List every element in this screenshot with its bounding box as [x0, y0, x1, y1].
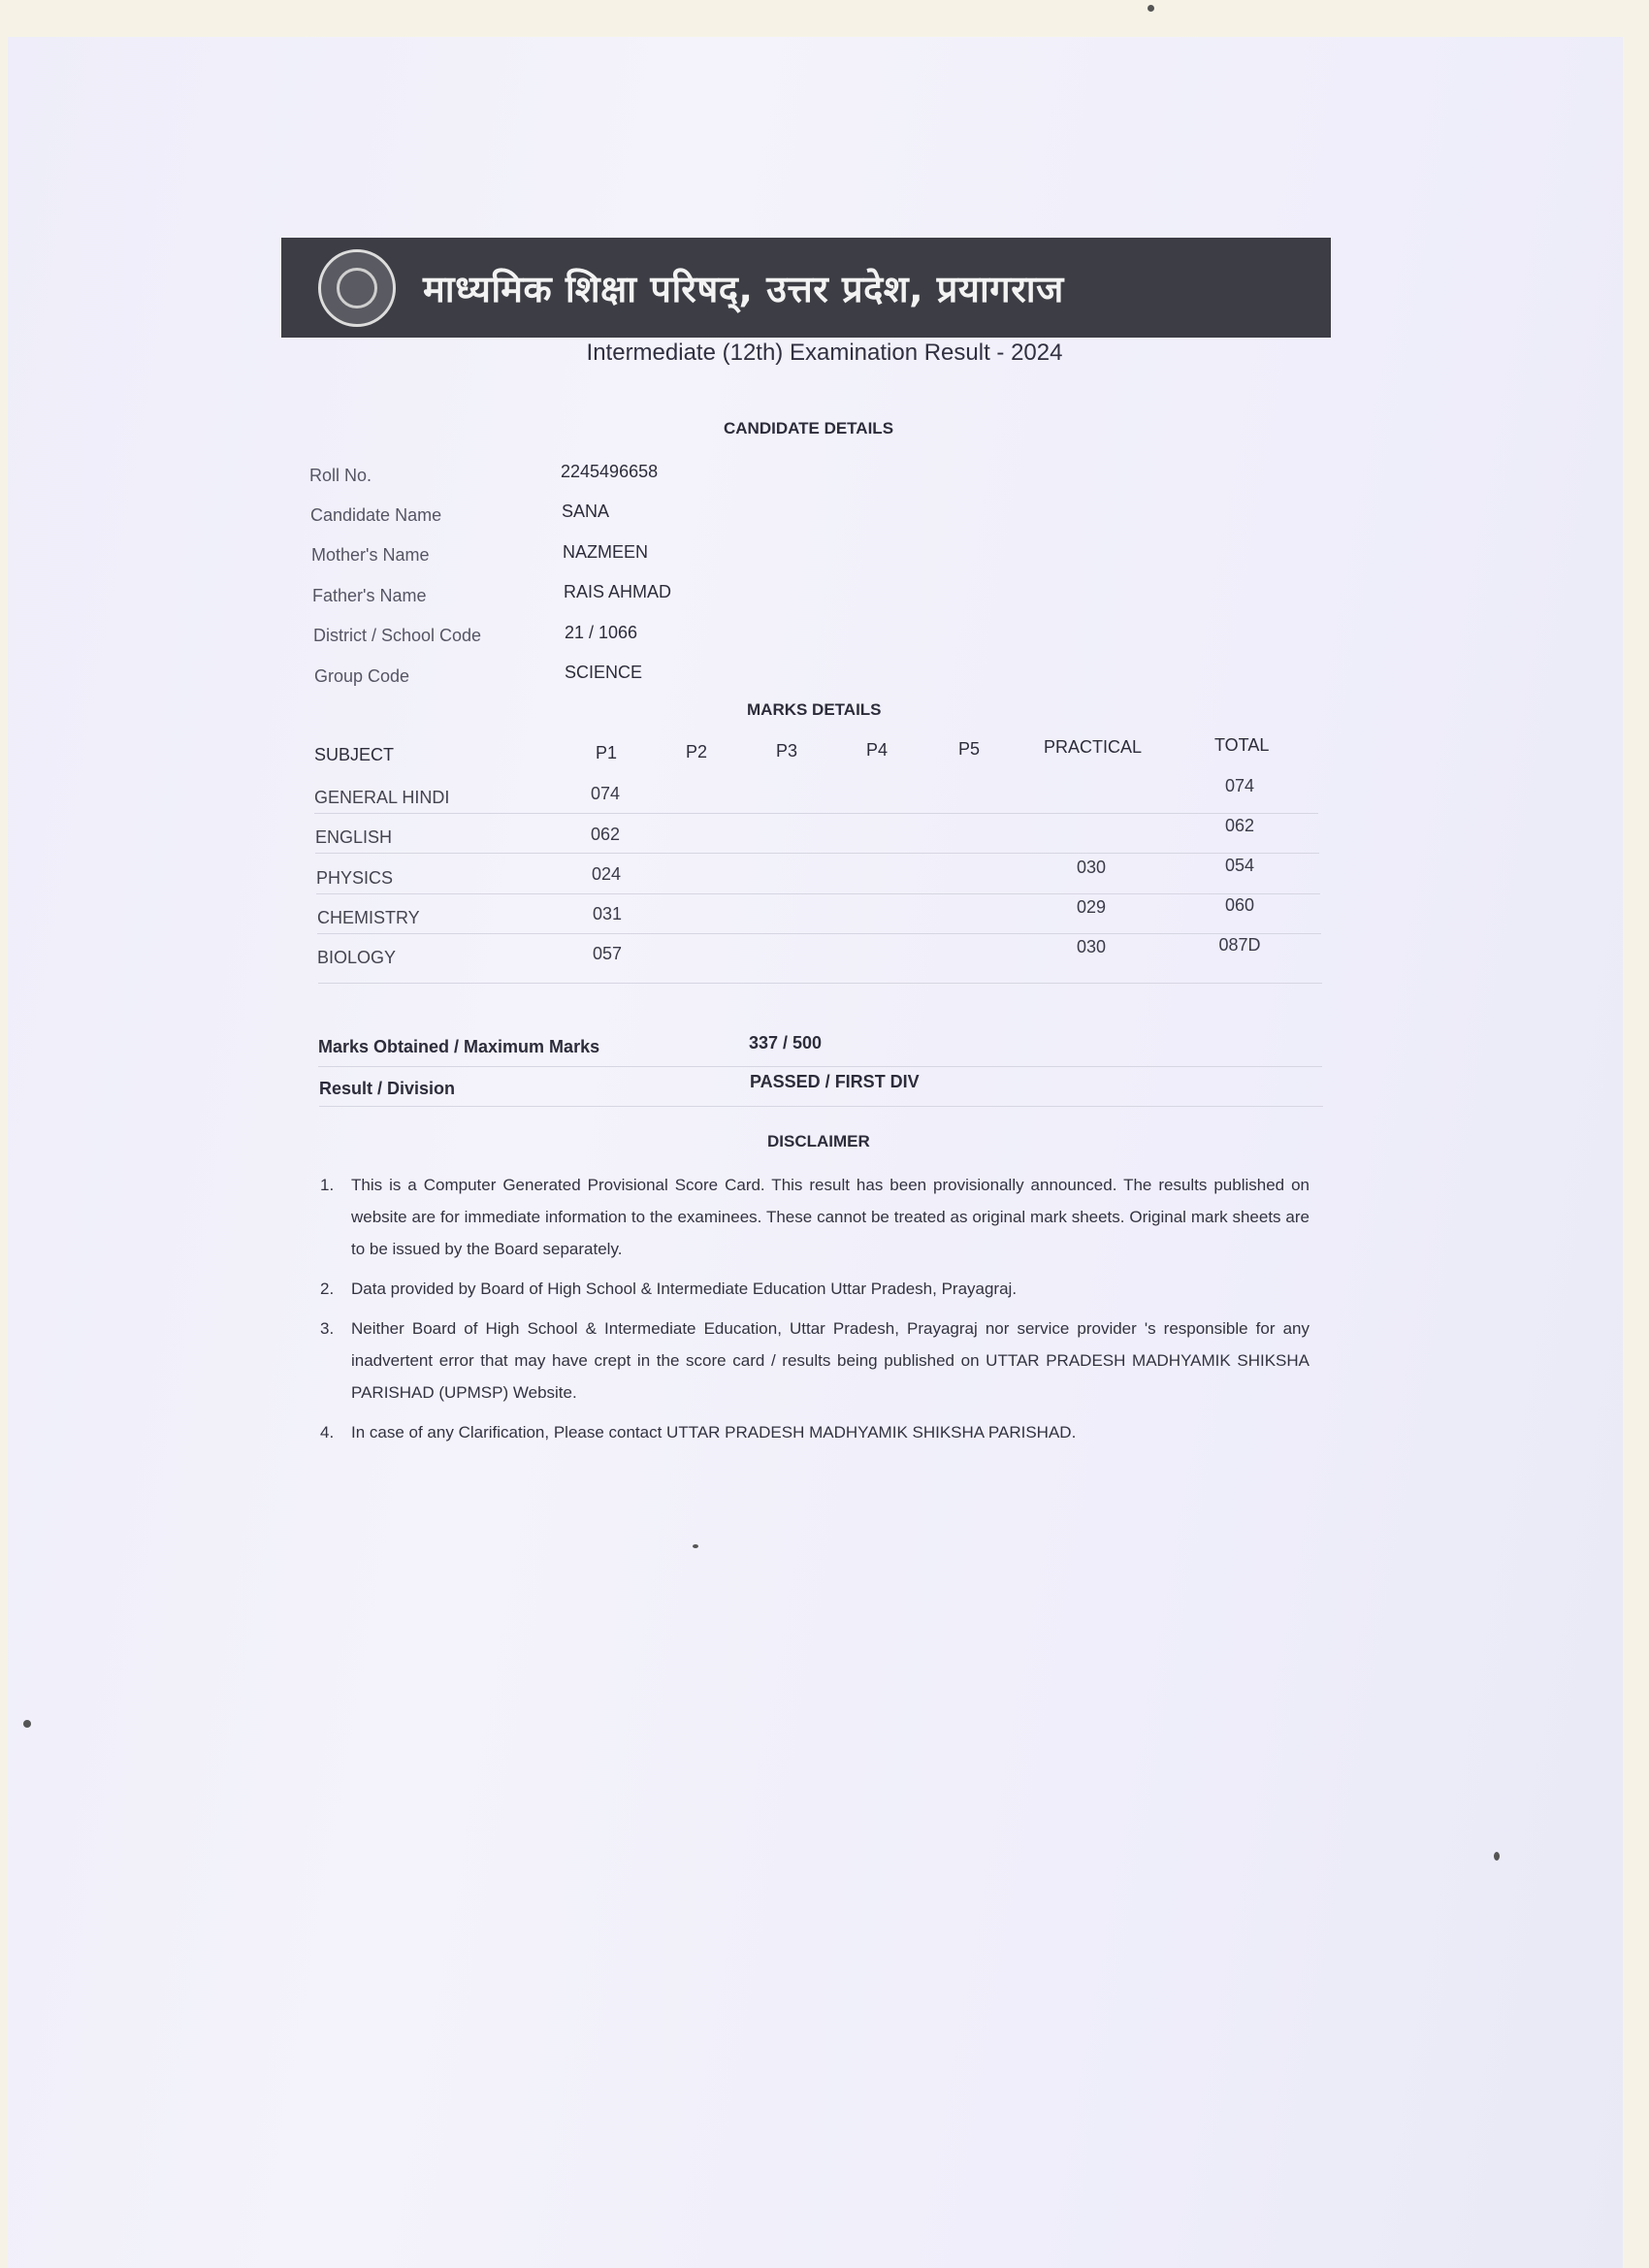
- scan-speck: [1148, 5, 1154, 12]
- item-text: This is a Computer Generated Provisional Score Card. This result has been provisionally announced. The results published on website are for immediate information to the examinees. These cannot be treated as original mark sheets. Original mark sheets are to be issued by the Board separately.: [351, 1176, 1310, 1258]
- total-mark: 087D: [1218, 935, 1261, 955]
- col-header-p4: P4: [866, 740, 889, 760]
- item-text: Data provided by Board of High School & Intermediate Education Uttar Pradesh, Prayagraj.: [351, 1280, 1018, 1298]
- p1-mark: 031: [592, 904, 623, 923]
- col-header-p3: P3: [776, 741, 798, 761]
- subject-name: CHEMISTRY: [317, 908, 420, 927]
- practical-mark: 030: [1076, 858, 1107, 877]
- mothers-name-label: Mother's Name: [311, 545, 430, 565]
- disclaimer-item: [320, 1312, 1310, 1409]
- marks-obtained-value: 337 / 500: [749, 1033, 823, 1053]
- roll-no-value: 2245496658: [561, 462, 659, 481]
- mothers-name-value: NAZMEEN: [563, 542, 649, 562]
- total-mark: 074: [1224, 776, 1255, 795]
- row-divider: [315, 853, 1319, 854]
- item-number: 4.: [320, 1423, 335, 1442]
- col-header-total: TOTAL: [1214, 735, 1270, 755]
- p1-mark: 024: [591, 864, 622, 884]
- practical-mark: 030: [1076, 937, 1107, 956]
- scan-speck: [693, 1544, 698, 1548]
- row-divider: [319, 1106, 1323, 1107]
- scanned-sheet: [8, 37, 1623, 2268]
- result-division-label: Result / Division: [319, 1079, 456, 1098]
- practical-mark: 029: [1076, 897, 1107, 917]
- item-number: 2.: [320, 1280, 335, 1298]
- total-mark: 062: [1224, 816, 1255, 835]
- total-mark: 060: [1224, 895, 1255, 915]
- disclaimer-list: [320, 1169, 1310, 1456]
- district-school-code-value: 21 / 1066: [565, 623, 638, 642]
- p1-mark: 062: [590, 825, 621, 844]
- scan-speck: [1494, 1852, 1500, 1861]
- up-emblem-logo: [318, 249, 396, 327]
- fathers-name-value: RAIS AHMAD: [564, 582, 672, 601]
- item-text: In case of any Clarification, Please contact UTTAR PRADESH MADHYAMIK SHIKSHA PARISHAD.: [351, 1423, 1077, 1442]
- header-band: [281, 238, 1331, 338]
- row-divider: [317, 933, 1321, 934]
- subject-name: ENGLISH: [315, 827, 393, 847]
- p1-mark: 074: [590, 784, 621, 803]
- col-header-practical: PRACTICAL: [1044, 737, 1143, 757]
- roll-no-label: Roll No.: [309, 466, 372, 485]
- candidate-name-value: SANA: [562, 502, 610, 521]
- fathers-name-label: Father's Name: [312, 586, 427, 605]
- col-header-subject: SUBJECT: [314, 745, 395, 764]
- subject-name: BIOLOGY: [317, 948, 397, 967]
- row-divider: [318, 1066, 1322, 1067]
- marks-obtained-label: Marks Obtained / Maximum Marks: [318, 1037, 600, 1056]
- marks-details-heading: MARKS DETAILS: [747, 700, 882, 719]
- p1-mark: 057: [592, 944, 623, 963]
- disclaimer-item: [320, 1273, 1310, 1305]
- result-division-value: PASSED / FIRST DIV: [750, 1072, 920, 1091]
- district-school-code-label: District / School Code: [313, 626, 482, 645]
- exam-title: Intermediate (12th) Examination Result - 2024: [586, 340, 1063, 366]
- subject-name: PHYSICS: [316, 868, 394, 888]
- subject-name: GENERAL HINDI: [314, 788, 450, 807]
- total-mark: 054: [1224, 856, 1255, 875]
- disclaimer-heading: DISCLAIMER: [767, 1132, 870, 1150]
- disclaimer-item: [320, 1416, 1310, 1448]
- col-header-p2: P2: [686, 742, 708, 761]
- item-number: 3.: [320, 1319, 335, 1338]
- item-text: Neither Board of High School & Intermediate Education, Uttar Pradesh, Prayagraj nor service provider 's responsible for any inadvertent error that may have crept in the score card / results being published on UTTAR PRADESH MADHYAMIK SHIKSHA PARISHAD (UPMSP) Website.: [351, 1319, 1310, 1402]
- row-divider: [316, 893, 1320, 894]
- group-code-label: Group Code: [314, 666, 410, 686]
- row-divider: [314, 813, 1318, 814]
- item-number: 1.: [320, 1176, 335, 1194]
- disclaimer-item: [320, 1169, 1310, 1265]
- group-code-value: SCIENCE: [565, 663, 643, 682]
- col-header-p1: P1: [596, 743, 618, 762]
- board-name: माध्यमिक शिक्षा परिषद्, उत्तर प्रदेश, प्रयागराज: [423, 267, 1064, 310]
- scan-speck: [23, 1720, 31, 1728]
- candidate-details-heading: CANDIDATE DETAILS: [724, 419, 894, 437]
- candidate-name-label: Candidate Name: [310, 505, 442, 525]
- row-divider: [318, 983, 1322, 984]
- col-header-p5: P5: [958, 739, 981, 759]
